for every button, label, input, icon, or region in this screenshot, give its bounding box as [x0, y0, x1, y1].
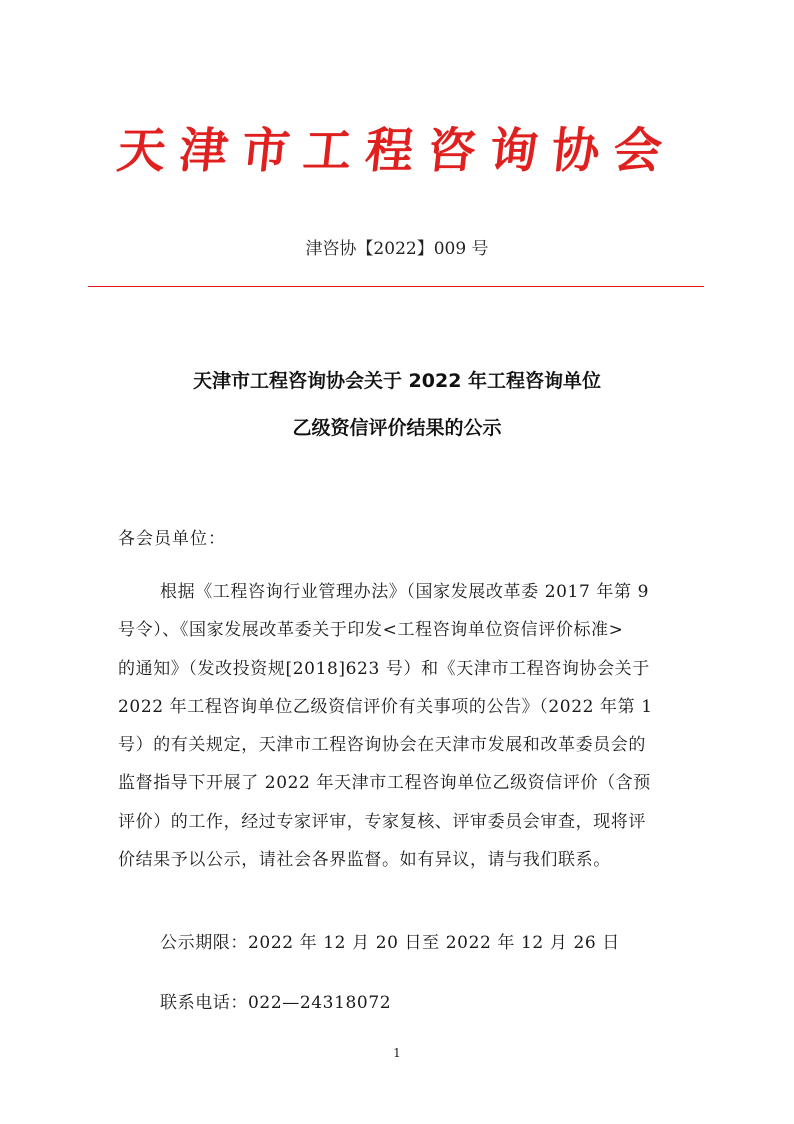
- body-line: 根据《工程咨询行业管理办法》（国家发展改革委 2017 年第 9: [160, 582, 649, 602]
- red-divider-line: [88, 286, 704, 287]
- page-number: 1: [393, 1046, 401, 1060]
- organization-title: 天津市工程咨询协会: [114, 123, 679, 179]
- notice-title-line-2: 乙级资信评价结果的公示: [292, 417, 502, 439]
- body-line: 2022 年工程咨询单位乙级资信评价有关事项的公告》（2022 年第 1: [118, 696, 653, 717]
- body-paragraph: [118, 578, 686, 884]
- salutation: 各会员单位：: [118, 529, 226, 549]
- body-line: 评价）的工作，经过专家评审，专家复核、评审委员会审查，现将评: [118, 811, 646, 832]
- body-line: 监督指导下开展了 2022 年天津市工程咨询单位乙级资信评价（含预: [118, 773, 651, 794]
- contact-phone: 联系电话：022—24318072: [160, 993, 392, 1013]
- notice-title-line-1: 天津市工程咨询协会关于 2022 年工程咨询单位: [192, 370, 602, 392]
- body-line: 价结果予以公示，请社会各界监督。如有异议，请与我们联系。: [118, 850, 611, 871]
- body-line: 号）的有关规定，天津市工程咨询协会在天津市发展和改革委员会的: [118, 735, 646, 756]
- body-line: 号令）、《国家发展改革委关于印发<工程咨询单位资信评价标准>: [118, 620, 624, 641]
- publicity-period: 公示期限：2022 年 12 月 20 日至 2022 年 12 月 26 日: [160, 933, 620, 953]
- body-line: 的通知》（发改投资规[2018]623 号）和《天津市工程咨询协会关于: [118, 658, 650, 679]
- document-number: 津咨协【2022】009 号: [305, 239, 489, 259]
